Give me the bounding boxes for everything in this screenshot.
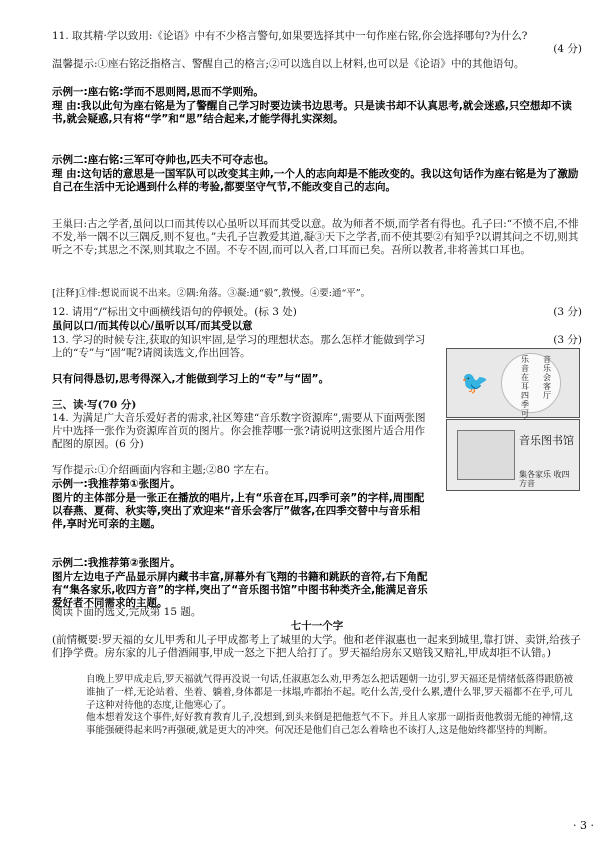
q14-ex1-body: 图片的主体部分是一张正在播放的唱片,上有“乐音在耳,四季可亲”的字样,周围配以春燕、夏荷、秋实等,突出了欢迎来“音乐会客厅”做客,在四季交替中与音乐相伴,享时光可亲的主题。 xyxy=(52,492,425,530)
q14-ex2-head: 示例二:我推荐第②张图片。 xyxy=(52,557,181,569)
story-intro: (前情概要:罗天福的女儿甲秀和儿子甲成都考上了城里的大学。他和老伴淑惠也一起来到城里,靠打饼、卖饼,给孩子们挣学费。房东家的儿子借酒闹事,甲成一怒之下把人给打了。罗天福给房东又赔钱又赔礼,甲成却拒不认错。) xyxy=(52,634,581,659)
q11-points: (4 分) xyxy=(553,43,582,55)
story-title: 七十一个字 xyxy=(290,620,344,632)
story-body xyxy=(52,674,582,738)
q12 xyxy=(52,306,582,319)
q11-example2-label: 示例二:座右铭:三军可夺帅也,匹夫不可夺志也。 xyxy=(52,154,275,166)
q11-stem xyxy=(52,30,582,55)
q11-tip: 温馨提示:①座右铭泛指格言、警醒自己的格言;②可以选自以上材料,也可以是《论语》中的其他语句。 xyxy=(52,58,525,70)
swallow-icon: 🐦 xyxy=(461,371,489,396)
image2-subtitle: 集各家乐 收四方音 xyxy=(519,470,570,488)
q13-points: (3 分) xyxy=(553,334,582,346)
q11-example1-label: 示例一:座右铭:学而不思则罔,思而不学则殆。 xyxy=(52,86,264,98)
q12-answer: 虽问以口/而其传以心/虽听以耳/而其受以意 xyxy=(52,320,253,332)
classical-passage: 王巢曰:古之学者,虽问以口而其传以心虽听以耳而其受以意。故为师者不烦,而学者有得也。孔子曰:“不愤不启,不悱不发,举一隅不以三隅反,则不复也。”夫孔子岂教爱其道,凝③天下之学者,而不使其要②有知乎?以谓其问之不切,则其听之不专;其思之不深,则其取之不固。不专不固,而可以入者,口耳而已矣。吾所以教者,非将善其口耳也。 xyxy=(52,218,579,256)
music-image-2 xyxy=(446,419,580,491)
q14-ex2-body: 图片左边电子产品显示屏内藏书丰富,屏幕外有飞翔的书籍和跳跃的音符,右下角配有“集各家乐,收四方音”的字样,突出了“音乐图书馆”中图书种类齐全,能满足音乐爱好者不同需求的主题。 xyxy=(52,571,428,609)
reading-instruction: 阅读下面的选文,完成第 15 题。 xyxy=(52,606,202,618)
story-paragraph: 自晚上罗甲成走后,罗天福就气得再没说一句话,任淑惠怎么劝,甲秀怎么把话题朝一边引,罗天福还是情绪低落得跟筋被谁抽了一样,无论站着、坐着、躺着,身体都是一抹塌,咋都抬不起。吃什么苦,受什么累,遭什么罪,罗天福都不在乎,可儿子这种对待他的态度,让他寒心了。 xyxy=(86,674,574,711)
passage-note: [注释]①悱:想说而说不出来。②隅:角落。③凝:通“毅”,教慢。④要:通“平”。 xyxy=(52,288,371,299)
image2-title: 音乐图书馆 xyxy=(519,434,574,447)
story-paragraph: 他本想着发这个事件,好好教育教育儿子,没想到,到头来倒是把他惹气不下。并且人家那一副指责他教弱无能的神情,这事能强硬得起来吗?再强硬,就是更大的冲突。何况还是他们自己怎么着啥也不该打人,这是他始终都坚持的判断。 xyxy=(86,712,574,737)
music-image-1 xyxy=(446,348,580,418)
section3-heading: 三、读·写(70 分) xyxy=(52,399,137,411)
q11-stem-text: 11. 取其精·学以致用:《论语》中有不少格言警句,如果要选择其中一句作座右铭,你会选择哪句?为什么? xyxy=(52,30,528,42)
q14-ex1-head: 示例一:我推荐第①张图片。 xyxy=(52,478,181,490)
image1-title: 音乐会客厅 xyxy=(543,355,551,400)
q14-tip: 写作提示:①介绍画面内容和主题;②80 字左右。 xyxy=(52,464,276,476)
q12-points: (3 分) xyxy=(553,306,582,318)
image1-subtitle: 乐音在耳 四季可 xyxy=(521,355,529,418)
bookshelf-screen-icon xyxy=(457,430,515,480)
q12-stem: 12. 请用“/”标出文中画横线语句的停顿处。(标 3 处) xyxy=(52,306,297,318)
q11-example2-reason: 理 由:这句话的意思是一国军队可以改变其主帅,一个人的志向却是不能改变的。我以这句话作为座右铭是为了激励自己在生活中无论遇到什么样的考验,都要坚守气节,不能改变自己的志向。 xyxy=(52,168,579,193)
q13-answer: 只有问得恳切,思考得深入,才能做到学习上的“专”与“固”。 xyxy=(52,373,330,385)
page-number: · 3 · xyxy=(573,819,594,832)
q11-example1-reason: 理 由:我以此句为座右铭是为了警醒自己学习时要边读书边思考。只是读书却不认真思考,就会迷惑,只空想却不读书,就会疑惑,只有将“学”和“思”结合起来,才能学得扎实深刻。 xyxy=(52,100,572,125)
q13-stem: 13. 学习的时候专注,获取的知识牢固,是学习的理想状态。那么怎样才能做到学习上的“专”与“固”呢?请阅读选文,作出回答。 xyxy=(52,334,426,359)
q14-stem: 14. 为满足广大音乐爱好者的需求,社区筹建“音乐数字资源库”,需要从下面两张图片中选择一张作为资源库首页的图片。你会推荐哪一张?请说明这张图片适合用作配图的原因。(6 分) xyxy=(52,412,426,450)
